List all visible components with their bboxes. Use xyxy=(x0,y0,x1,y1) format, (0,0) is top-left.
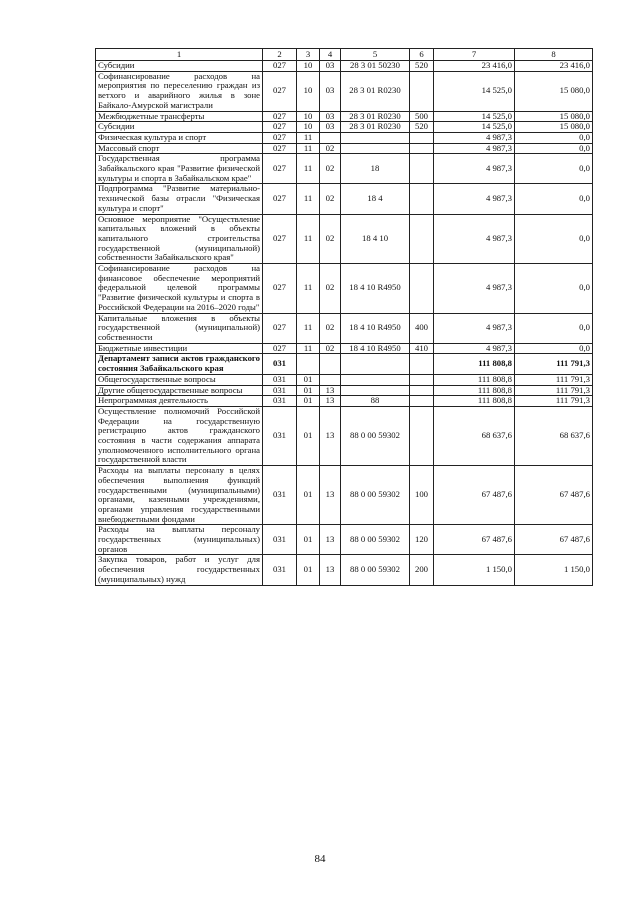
row-amount-2019: 14 525,0 xyxy=(434,71,515,111)
row-target-article: 88 0 00 59302 xyxy=(341,406,410,465)
row-ministry-code: 031 xyxy=(263,525,297,555)
row-section: 11 xyxy=(297,313,320,343)
row-section: 11 xyxy=(297,343,320,354)
row-amount-2020: 15 080,0 xyxy=(515,122,593,133)
row-amount-2020: 15 080,0 xyxy=(515,111,593,122)
row-section: 01 xyxy=(297,406,320,465)
row-amount-2020: 0,0 xyxy=(515,143,593,154)
row-expense-type: 200 xyxy=(410,555,434,585)
row-expense-type: 520 xyxy=(410,122,434,133)
header-row xyxy=(96,49,593,61)
column-header-5: 5 xyxy=(341,49,410,61)
row-subsection xyxy=(320,374,341,385)
row-target-article: 18 4 10 R4950 xyxy=(341,343,410,354)
row-target-article: 88 0 00 59302 xyxy=(341,525,410,555)
row-ministry-code: 031 xyxy=(263,354,297,374)
row-ministry-code: 031 xyxy=(263,555,297,585)
row-subsection: 02 xyxy=(320,143,341,154)
row-amount-2019: 14 525,0 xyxy=(434,122,515,133)
row-amount-2019: 1 150,0 xyxy=(434,555,515,585)
column-header-8: 8 xyxy=(515,49,593,61)
row-section xyxy=(297,354,320,374)
row-ministry-code: 031 xyxy=(263,385,297,396)
row-expense-type xyxy=(410,354,434,374)
table-body xyxy=(96,61,593,586)
row-name: Непрограммная деятельность xyxy=(96,396,263,407)
row-amount-2019: 4 987,3 xyxy=(434,154,515,184)
row-expense-type xyxy=(410,374,434,385)
row-amount-2019: 67 487,6 xyxy=(434,525,515,555)
row-ministry-code: 027 xyxy=(263,111,297,122)
row-amount-2020: 0,0 xyxy=(515,132,593,143)
row-amount-2020: 15 080,0 xyxy=(515,71,593,111)
column-header-6: 6 xyxy=(410,49,434,61)
row-target-article: 28 3 01 50230 xyxy=(341,61,410,72)
row-amount-2020: 111 791,3 xyxy=(515,374,593,385)
column-header-2: 2 xyxy=(263,49,297,61)
row-target-article: 28 3 01 R0230 xyxy=(341,122,410,133)
row-ministry-code: 027 xyxy=(263,313,297,343)
table-row xyxy=(96,132,593,143)
row-amount-2020: 23 416,0 xyxy=(515,61,593,72)
row-amount-2020: 0,0 xyxy=(515,313,593,343)
row-target-article: 18 xyxy=(341,154,410,184)
row-name: Субсидии xyxy=(96,61,263,72)
row-subsection: 02 xyxy=(320,214,341,264)
column-header-3: 3 xyxy=(297,49,320,61)
row-ministry-code: 027 xyxy=(263,132,297,143)
row-section: 01 xyxy=(297,374,320,385)
page-number: 84 xyxy=(314,853,326,865)
row-subsection: 13 xyxy=(320,406,341,465)
row-expense-type: 410 xyxy=(410,343,434,354)
row-subsection: 02 xyxy=(320,343,341,354)
row-amount-2019: 111 808,8 xyxy=(434,385,515,396)
row-section: 10 xyxy=(297,122,320,133)
row-name: Другие общегосударственные вопросы xyxy=(96,385,263,396)
row-amount-2019: 4 987,3 xyxy=(434,132,515,143)
row-expense-type: 500 xyxy=(410,111,434,122)
row-target-article xyxy=(341,132,410,143)
row-name: Софинансирование расходов на финансовое обеспечение мероприятий федеральной целевой программы "Развитие физической культуры и спорта в Российской Федерации на 2016–2020 годы" xyxy=(96,264,263,314)
row-section: 01 xyxy=(297,525,320,555)
table-row xyxy=(96,71,593,111)
table-row xyxy=(96,264,593,314)
table-row xyxy=(96,184,593,214)
row-ministry-code: 031 xyxy=(263,466,297,525)
row-amount-2020: 111 791,3 xyxy=(515,385,593,396)
row-ministry-code: 027 xyxy=(263,343,297,354)
row-target-article xyxy=(341,354,410,374)
row-expense-type: 400 xyxy=(410,313,434,343)
table-row xyxy=(96,111,593,122)
column-header-7: 7 xyxy=(434,49,515,61)
row-ministry-code: 027 xyxy=(263,122,297,133)
row-subsection: 03 xyxy=(320,61,341,72)
row-subsection: 02 xyxy=(320,184,341,214)
row-amount-2020: 0,0 xyxy=(515,343,593,354)
row-target-article: 18 4 10 R4950 xyxy=(341,313,410,343)
row-subsection: 13 xyxy=(320,396,341,407)
row-ministry-code: 031 xyxy=(263,406,297,465)
row-section: 11 xyxy=(297,184,320,214)
row-subsection: 13 xyxy=(320,466,341,525)
row-amount-2020: 0,0 xyxy=(515,214,593,264)
table-row xyxy=(96,354,593,374)
row-amount-2019: 4 987,3 xyxy=(434,214,515,264)
row-name: Софинансирование расходов на мероприятия по переселению граждан из ветхого и аварийного жилья в зоне Байкало-Амурской магистрали xyxy=(96,71,263,111)
row-name: Закупка товаров, работ и услуг для обеспечения государственных (муниципальных) нужд xyxy=(96,555,263,585)
row-section: 11 xyxy=(297,132,320,143)
row-amount-2020: 0,0 xyxy=(515,184,593,214)
row-amount-2019: 4 987,3 xyxy=(434,343,515,354)
row-amount-2020: 1 150,0 xyxy=(515,555,593,585)
column-header-4: 4 xyxy=(320,49,341,61)
row-subsection: 03 xyxy=(320,71,341,111)
row-target-article: 18 4 10 R4950 xyxy=(341,264,410,314)
row-amount-2019: 68 637,6 xyxy=(434,406,515,465)
row-target-article: 28 3 01 R0230 xyxy=(341,71,410,111)
row-section: 10 xyxy=(297,111,320,122)
row-ministry-code: 027 xyxy=(263,264,297,314)
row-ministry-code: 027 xyxy=(263,184,297,214)
row-subsection: 02 xyxy=(320,154,341,184)
row-section: 01 xyxy=(297,396,320,407)
row-name: Капитальные вложения в объекты государственной (муниципальной) собственности xyxy=(96,313,263,343)
row-section: 11 xyxy=(297,143,320,154)
row-amount-2019: 14 525,0 xyxy=(434,111,515,122)
row-name: Бюджетные инвестиции xyxy=(96,343,263,354)
table-row xyxy=(96,385,593,396)
row-amount-2020: 67 487,6 xyxy=(515,525,593,555)
row-ministry-code: 031 xyxy=(263,374,297,385)
row-expense-type xyxy=(410,406,434,465)
row-section: 01 xyxy=(297,385,320,396)
row-ministry-code: 027 xyxy=(263,61,297,72)
row-subsection: 02 xyxy=(320,313,341,343)
row-target-article xyxy=(341,374,410,385)
table-row xyxy=(96,154,593,184)
row-subsection xyxy=(320,132,341,143)
row-section: 01 xyxy=(297,466,320,525)
row-section: 01 xyxy=(297,555,320,585)
row-ministry-code: 031 xyxy=(263,396,297,407)
table-row xyxy=(96,343,593,354)
row-section: 10 xyxy=(297,61,320,72)
row-ministry-code: 027 xyxy=(263,143,297,154)
row-amount-2019: 4 987,3 xyxy=(434,313,515,343)
row-name: Основное мероприятие "Осуществление капитальных вложений в объекты капитального строительства государственной (муниципальной) собственности Забайкальского края" xyxy=(96,214,263,264)
row-name: Подпрограмма "Развитие материально-технической базы отрасли "Физическая культура и спорт" xyxy=(96,184,263,214)
table-row xyxy=(96,143,593,154)
row-subsection: 02 xyxy=(320,264,341,314)
row-name: Субсидии xyxy=(96,122,263,133)
row-expense-type xyxy=(410,143,434,154)
row-subsection: 13 xyxy=(320,525,341,555)
row-amount-2019: 23 416,0 xyxy=(434,61,515,72)
row-amount-2019: 111 808,8 xyxy=(434,354,515,374)
row-target-article: 88 0 00 59302 xyxy=(341,466,410,525)
table-row xyxy=(96,406,593,465)
budget-table xyxy=(95,48,593,586)
row-section: 11 xyxy=(297,264,320,314)
row-expense-type xyxy=(410,385,434,396)
row-ministry-code: 027 xyxy=(263,214,297,264)
row-subsection: 13 xyxy=(320,385,341,396)
row-section: 11 xyxy=(297,214,320,264)
row-expense-type xyxy=(410,396,434,407)
row-target-article: 88 0 00 59302 xyxy=(341,555,410,585)
row-target-article xyxy=(341,143,410,154)
row-amount-2019: 4 987,3 xyxy=(434,143,515,154)
row-expense-type: 120 xyxy=(410,525,434,555)
row-target-article: 18 4 xyxy=(341,184,410,214)
table-row xyxy=(96,214,593,264)
row-amount-2020: 111 791,3 xyxy=(515,396,593,407)
row-section: 11 xyxy=(297,154,320,184)
table-row xyxy=(96,555,593,585)
row-amount-2020: 0,0 xyxy=(515,264,593,314)
row-subsection: 13 xyxy=(320,555,341,585)
row-subsection xyxy=(320,354,341,374)
row-name: Массовый спорт xyxy=(96,143,263,154)
row-amount-2019: 4 987,3 xyxy=(434,264,515,314)
row-amount-2019: 111 808,8 xyxy=(434,396,515,407)
row-subsection: 03 xyxy=(320,122,341,133)
row-expense-type xyxy=(410,132,434,143)
table-row xyxy=(96,525,593,555)
column-header-1: 1 xyxy=(96,49,263,61)
row-name: Физическая культура и спорт xyxy=(96,132,263,143)
row-expense-type xyxy=(410,184,434,214)
row-name: Общегосударственные вопросы xyxy=(96,374,263,385)
row-amount-2020: 0,0 xyxy=(515,154,593,184)
row-amount-2020: 68 637,6 xyxy=(515,406,593,465)
row-expense-type xyxy=(410,154,434,184)
row-expense-type xyxy=(410,214,434,264)
row-target-article: 18 4 10 xyxy=(341,214,410,264)
table-row xyxy=(96,61,593,72)
row-section: 10 xyxy=(297,71,320,111)
row-amount-2019: 4 987,3 xyxy=(434,184,515,214)
row-ministry-code: 027 xyxy=(263,71,297,111)
row-amount-2019: 67 487,6 xyxy=(434,466,515,525)
row-target-article: 28 3 01 R0230 xyxy=(341,111,410,122)
row-subsection: 03 xyxy=(320,111,341,122)
table-row xyxy=(96,466,593,525)
row-name: Осуществление полномочий Российской Федерации на государственную регистрацию актов гражданского состояния в части содержания аппарата уполномоченного исполнительного органа государственной власти xyxy=(96,406,263,465)
row-name: Расходы на выплаты персоналу государственных (муниципальных) органов xyxy=(96,525,263,555)
table-row xyxy=(96,122,593,133)
row-name: Межбюджетные трансферты xyxy=(96,111,263,122)
row-expense-type xyxy=(410,71,434,111)
table-row xyxy=(96,396,593,407)
row-amount-2020: 67 487,6 xyxy=(515,466,593,525)
row-name: Государственная программа Забайкальского края "Развитие физической культуры и спорта в Забайкальском крае" xyxy=(96,154,263,184)
row-ministry-code: 027 xyxy=(263,154,297,184)
row-expense-type: 100 xyxy=(410,466,434,525)
row-target-article xyxy=(341,385,410,396)
row-expense-type: 520 xyxy=(410,61,434,72)
row-target-article: 88 xyxy=(341,396,410,407)
table-row xyxy=(96,374,593,385)
row-amount-2020: 111 791,3 xyxy=(515,354,593,374)
row-expense-type xyxy=(410,264,434,314)
row-amount-2019: 111 808,8 xyxy=(434,374,515,385)
table-row xyxy=(96,313,593,343)
row-name: Департамент записи актов гражданского состояния Забайкальского края xyxy=(96,354,263,374)
row-name: Расходы на выплаты персоналу в целях обеспечения выполнения функций государственными (муниципальными) органами, казенными учреждениями, органами управления государственными внебюджетными фондами xyxy=(96,466,263,525)
